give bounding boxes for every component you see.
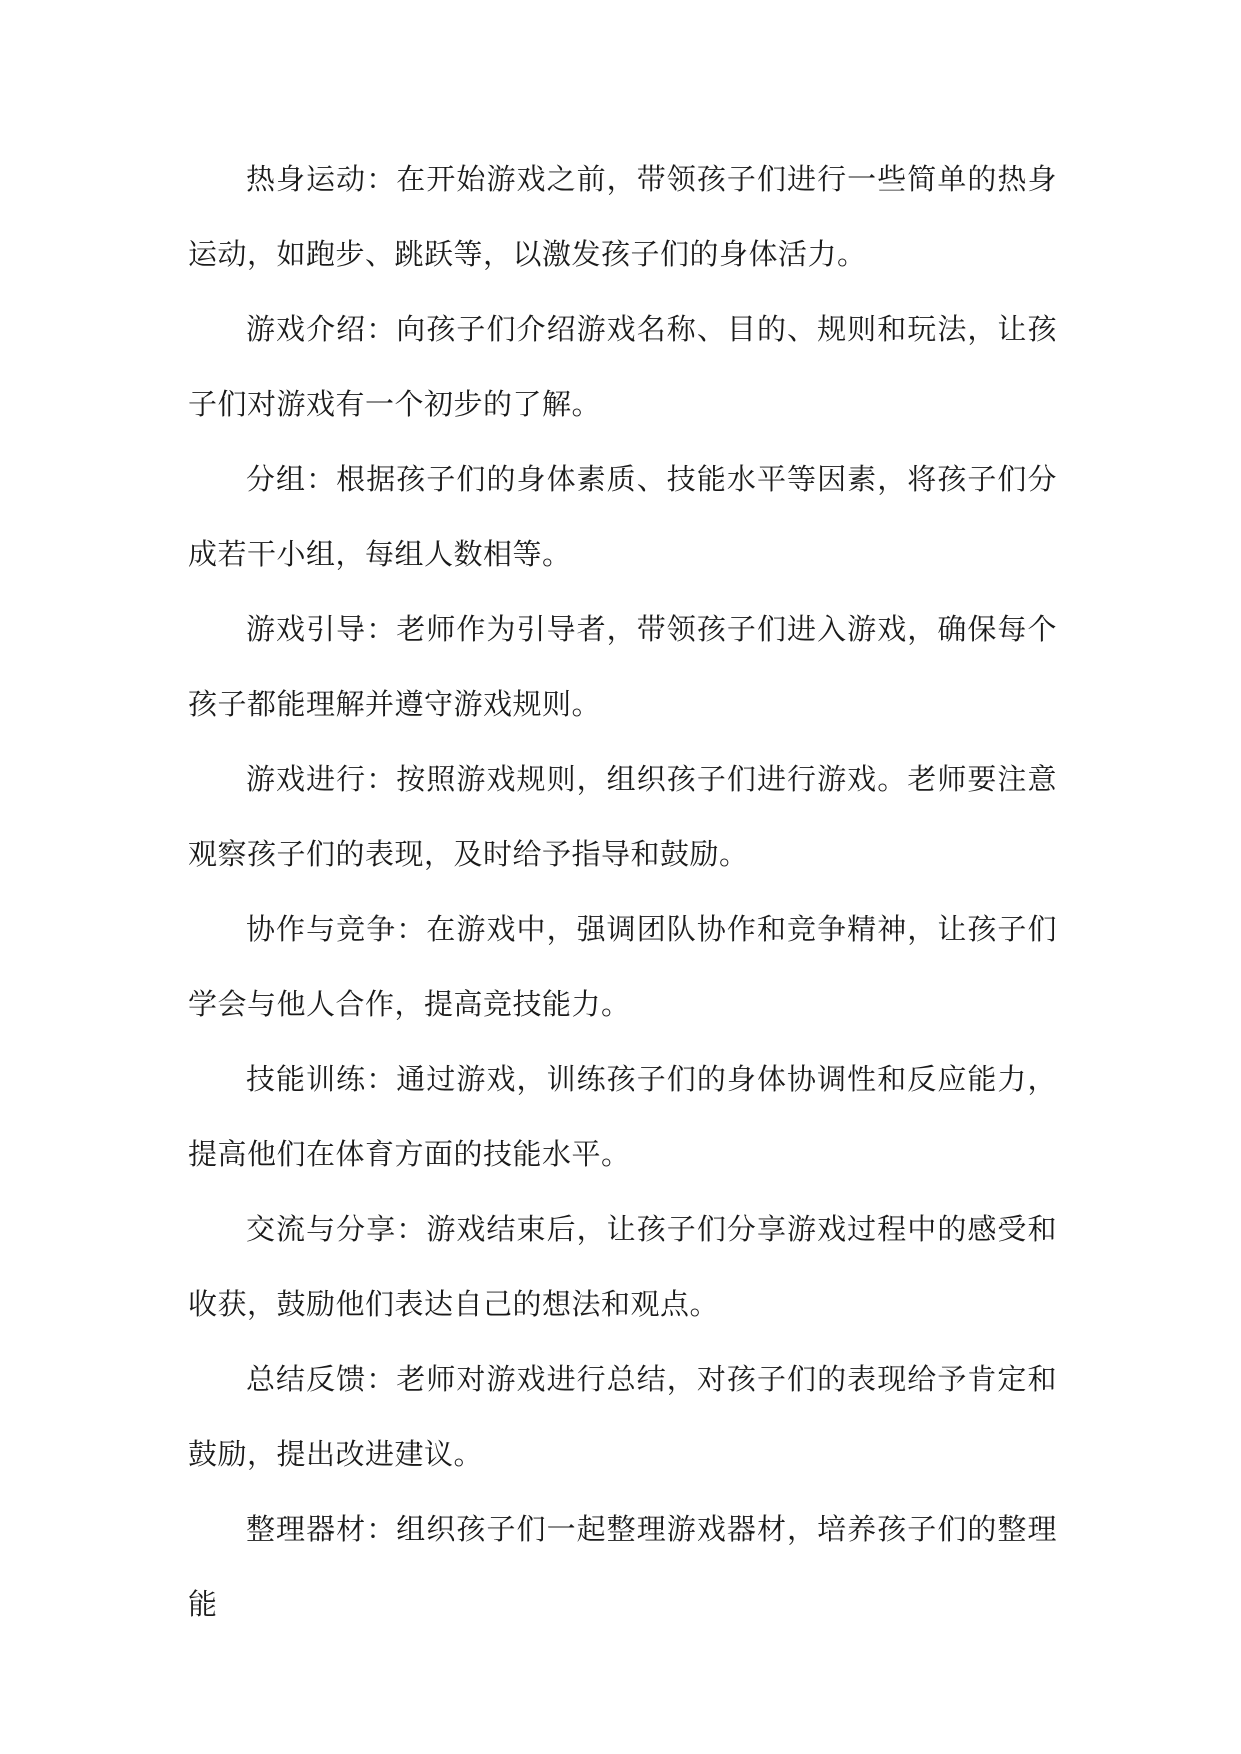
paragraph-equipment: 整理器材：组织孩子们一起整理游戏器材，培养孩子们的整理能 <box>188 1512 1057 1621</box>
paragraph-feedback: 总结反馈：老师对游戏进行总结，对孩子们的表现给予肯定和鼓励，提出改进建议。 <box>188 1362 1057 1471</box>
paragraph-warmup: 热身运动：在开始游戏之前，带领孩子们进行一些简单的热身运动，如跑步、跳跃等，以激发孩子们的身体活力。 <box>188 162 1057 271</box>
paragraph-game-play: 游戏进行：按照游戏规则，组织孩子们进行游戏。老师要注意观察孩子们的表现，及时给予指导和鼓励。 <box>188 762 1057 871</box>
paragraph-sharing: 交流与分享：游戏结束后，让孩子们分享游戏过程中的感受和收获，鼓励他们表达自己的想法和观点。 <box>188 1212 1057 1321</box>
document-body <box>188 142 1057 1642</box>
paragraph-grouping: 分组：根据孩子们的身体素质、技能水平等因素，将孩子们分成若干小组，每组人数相等。 <box>188 462 1057 571</box>
paragraph-game-intro: 游戏介绍：向孩子们介绍游戏名称、目的、规则和玩法，让孩子们对游戏有一个初步的了解。 <box>188 312 1057 421</box>
paragraph-cooperation: 协作与竞争：在游戏中，强调团队协作和竞争精神，让孩子们学会与他人合作，提高竞技能力。 <box>188 912 1057 1021</box>
paragraph-game-guidance: 游戏引导：老师作为引导者，带领孩子们进入游戏，确保每个孩子都能理解并遵守游戏规则。 <box>188 612 1057 721</box>
paragraph-skill-training: 技能训练：通过游戏，训练孩子们的身体协调性和反应能力，提高他们在体育方面的技能水平。 <box>188 1062 1057 1171</box>
